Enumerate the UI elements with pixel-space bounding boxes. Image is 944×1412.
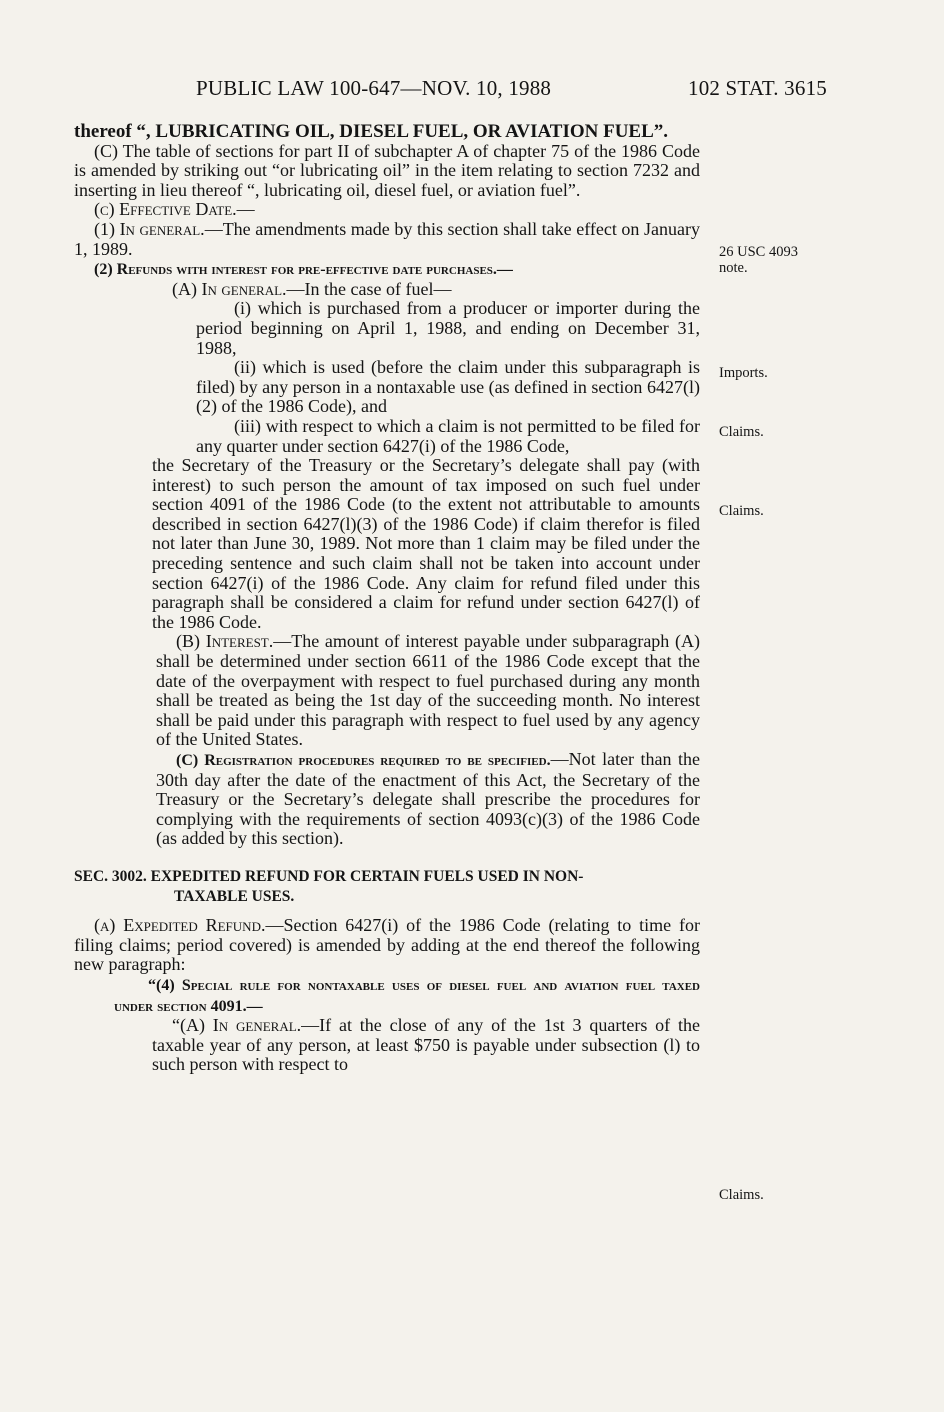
new-subparagraph-a [74,1016,700,1075]
running-header-title: PUBLIC LAW 100-647—NOV. 10, 1988 [196,76,552,100]
section-heading-cont: TAXABLE USES. [174,887,295,905]
margin-note-claims: Claims. [719,503,764,519]
subsection-text: —Section 6427(i) of the 1986 Code (relating to time for filing claims; period covered) is amended by adding at the end thereof the following new paragraph: [74,915,700,975]
subparagraph-text: —If at the close of any of the 1st 3 quarters of the taxable year of any person, at least $750 is payable under subsection (l) to such person with respect to [152,1015,700,1075]
paragraph-label: (2) Refunds with interest for pre-effective date purchases.— [94,261,513,279]
subsection-label: (c) Effective Date.— [94,199,255,220]
margin-note-usc-line: 26 USC 4093 [719,244,798,260]
section-heading: SEC. 3002. EXPEDITED REFUND FOR CERTAIN FUELS USED IN NON- [74,867,584,885]
margin-note-claims: Claims. [719,424,764,440]
margin-note-imports: Imports. [719,365,768,381]
subparagraph-label: (C) Registration procedures required to be specified. [176,752,551,769]
subparagraph-text: —In the case of fuel— [286,278,452,299]
statute-body [74,122,700,1075]
subsection-label: (a) Expedited Refund. [94,915,266,936]
paragraph-2-heading [74,259,700,280]
paragraph-c-table: (C) The table of sections for part II of subchapter A of chapter 75 of the 1986 Code is amended by striking out “or lubricating oil” in the item relating to section 7232 and inserting in lieu thereof “, lubricating oil, diesel fuel, or aviation fuel”. [74,140,700,200]
clause-ii: (ii) which is used (before the claim under this subparagraph is filed) by any person in a nontaxable use (as defined in section 6427(l)(2) of the 1986 Code), and [196,357,700,417]
subparagraph-label: (A) In general. [172,278,287,299]
clause-i: (i) which is purchased from a producer or importer during the period beginning on April 1, 1988, and ending on December 31, 1988, [196,298,700,358]
subsection-a [74,916,700,975]
subparagraph-text: —The amount of interest payable under subparagraph (A) shall be determined under section 6611 of the 1986 Code except that the date of the overpayment with respect to fuel purchased during any month shall be treated as being the 1st day of the succeeding month. No interest shall be paid under this paragraph with respect to fuel used by any agency of the United States. [156,631,700,750]
subparagraph-c [74,750,700,849]
paragraph-1 [74,220,700,259]
paragraph-label: (1) In general. [94,218,205,239]
subparagraph-label: “(A) In general. [172,1015,302,1036]
subparagraph-b [74,632,700,750]
margin-note-claims: Claims. [719,1187,764,1203]
subparagraph-a [74,280,700,300]
subparagraph-label: (B) Interest. [176,631,274,652]
paragraph-text: —The amendments made by this section shall take effect on January 1, 1989. [74,218,700,259]
flush-text: the Secretary of the Treasury or the Secretary’s delegate shall pay (with interest) to such person the amount of tax imposed on such fuel under section 4091 of the 1986 Code (to the extent not attributable to amounts described in section 6427(l)(3) of the 1986 Code) if claim therefor is filed not later than June 30, 1989. Not more than 1 claim may be filed under the preceding sentence and such claim shall not be taken into account under section 6427(i) of the 1986 Code. Any claim for refund filed under this paragraph shall be considered a claim for refund under section 6427(l) of the 1986 Code. [152,455,700,632]
running-header-stat: 102 STAT. 3615 [688,76,827,100]
subsection-c-heading [74,200,700,220]
paragraph-line: thereof “, LUBRICATING OIL, DIESEL FUEL, OR AVIATION FUEL”. [74,121,669,142]
new-paragraph-4-heading [74,975,700,1016]
paragraph-label: “(4) Special rule for nontaxable uses of diesel fuel and aviation fuel taxed under section 4091.— [114,976,700,1015]
clause-iii: (iii) with respect to which a claim is not permitted to be filed for any quarter under section 6427(i) of the 1986 Code, [196,415,700,456]
margin-note-usc [719,244,798,276]
subparagraph-text: —Not later than the 30th day after the date of the enactment of this Act, the Secretary of the Treasury or the Secretary’s delegate shall prescribe the procedures for complying with the requirements of section 4093(c)(3) of the 1986 Code (as added by this section). [156,749,700,849]
margin-note-usc-line: note. [719,260,748,276]
